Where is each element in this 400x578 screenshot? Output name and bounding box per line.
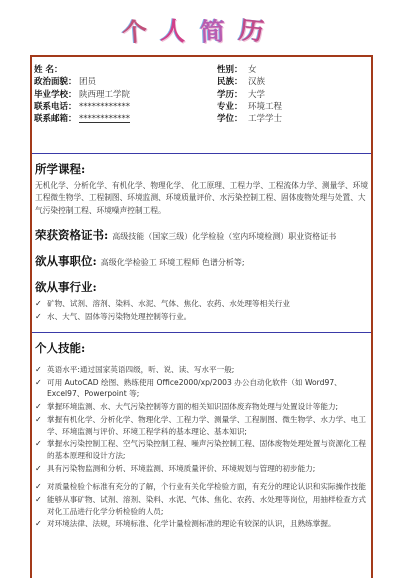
checkmark-icon: ✓ bbox=[35, 402, 42, 412]
info-label: 联系邮箱： bbox=[34, 114, 77, 125]
checkmark-icon: ✓ bbox=[35, 299, 42, 308]
checkmark-icon: ✓ bbox=[35, 311, 42, 321]
info-label: 性别： bbox=[217, 65, 243, 75]
list-item bbox=[35, 298, 370, 310]
section-title: 欲从事职位 bbox=[35, 254, 93, 268]
list-item-text: 掌握有机化学、分析化学、物理化学、工程力学、测量学、工程制图、微生物学、水力学、电工学、环境监测与评价、环境工程学科的基本理论、基本知识; bbox=[47, 414, 366, 436]
heading-colon: : bbox=[92, 254, 97, 268]
info-value: 团员 bbox=[79, 77, 97, 88]
title-char: 简 bbox=[199, 16, 240, 47]
info-row-education bbox=[217, 89, 367, 101]
info-value: ************ bbox=[79, 101, 130, 112]
skills-heading bbox=[35, 340, 85, 356]
honors-heading bbox=[35, 227, 336, 243]
list-item-text: 可用 AutoCAD 绘图、熟练使用 Office2000/xp/2003 办公自动化软件（如 Word97、Excel97、Powerpoint 等; bbox=[47, 377, 342, 399]
list-item-text: 对质量检验个标准有充分的了解，个行业有关化学检验方面，有充分的理论认识和实际操作技能 bbox=[47, 482, 366, 492]
info-row-email bbox=[34, 113, 204, 125]
info-row-phone bbox=[34, 101, 204, 113]
info-value: 工学学士 bbox=[248, 114, 283, 125]
info-value: 陕西理工学院 bbox=[79, 89, 131, 100]
section-title: 个人技能 bbox=[35, 341, 81, 355]
section-divider bbox=[32, 332, 371, 333]
info-row-major bbox=[217, 101, 367, 113]
info-row-ethnicity bbox=[217, 76, 367, 88]
section-title: 荣获资格证书 bbox=[35, 228, 104, 242]
list-item-text: 具有污染物监测和分析、环境监测、环境质量评价、环境规划与管理的初步能力; bbox=[47, 463, 316, 473]
list-item bbox=[35, 364, 370, 376]
checkmark-icon: ✓ bbox=[35, 519, 42, 529]
info-value: 大学 bbox=[248, 89, 266, 100]
skills-list bbox=[35, 364, 370, 531]
info-label: 毕业学校： bbox=[34, 89, 77, 100]
info-label: 政治面貌： bbox=[34, 77, 77, 88]
section-title: 所学课程 bbox=[35, 162, 81, 176]
info-label: 民族： bbox=[217, 77, 243, 88]
heading-colon: : bbox=[81, 341, 86, 355]
checkmark-icon: ✓ bbox=[35, 414, 42, 424]
list-item bbox=[35, 414, 370, 437]
checkmark-icon: ✓ bbox=[35, 463, 42, 473]
checkmark-icon: ✓ bbox=[35, 365, 42, 374]
honors-text: 高级技能（国家三级）化学检验（室内环境检测）职业资格证书 bbox=[112, 232, 337, 241]
title-char: 历 bbox=[237, 15, 280, 48]
personal-info-right bbox=[217, 64, 367, 125]
heading-colon: : bbox=[92, 280, 97, 294]
list-item bbox=[35, 311, 370, 323]
list-item bbox=[35, 481, 370, 493]
info-row-school bbox=[34, 89, 204, 101]
list-item bbox=[35, 377, 370, 400]
heading-colon: : bbox=[81, 162, 86, 176]
info-label: 专业： bbox=[217, 101, 243, 112]
checkmark-icon: ✓ bbox=[35, 439, 42, 449]
email-link[interactable]: ************ bbox=[79, 114, 130, 125]
job-heading bbox=[35, 253, 245, 269]
info-row-name bbox=[34, 64, 204, 76]
list-item-text: 英语水平:通过国家英语四级，听、说、读、写水平一般; bbox=[47, 365, 235, 374]
job-text: 高级化学检验工 环境工程师 色谱分析等; bbox=[100, 258, 245, 267]
info-label: 姓 名： bbox=[34, 65, 63, 75]
list-item bbox=[35, 438, 370, 461]
info-label: 联系电话： bbox=[34, 101, 77, 112]
courses-text: 无机化学、分析化学、有机化学、物理化学、 化工原理、工程力学、工程流体力学、测量学、环境工程微生物学、工程制图、环境监测、环境质量评价、水污染控制工程、固体废物处理与处置、大气污染控制工程、环境噪声控制工程。 bbox=[35, 181, 369, 215]
info-value: 环境工程 bbox=[248, 101, 283, 112]
checkmark-icon: ✓ bbox=[35, 482, 42, 492]
checkmark-icon: ✓ bbox=[35, 495, 42, 505]
list-item-text: 水、大气、固体等污染物处理控制等行业。 bbox=[47, 311, 192, 321]
courses-heading bbox=[35, 161, 85, 177]
list-item-text: 掌握水污染控制工程、空气污染控制工程、噪声污染控制工程、固体废物处理处置与资源化工程的基本原理和设计方法; bbox=[47, 439, 366, 460]
info-value: 汉族 bbox=[248, 77, 266, 88]
industry-heading bbox=[35, 279, 97, 295]
info-row-degree bbox=[217, 113, 367, 125]
info-label: 学位： bbox=[217, 114, 243, 125]
heading-colon: : bbox=[104, 228, 109, 242]
list-item-text: 矿物、试剂、溶剂、染料、水泥、气体、焦化、农药、水处理等相关行业 bbox=[47, 299, 290, 308]
list-item-text: 掌握环境监测、水、大气污染控制等方面的相关知识固体废弃物处理与处置设计等能力; bbox=[47, 402, 339, 412]
section-title: 欲从事行业 bbox=[35, 280, 93, 294]
title-char: 人 bbox=[159, 15, 202, 48]
list-item bbox=[35, 401, 370, 413]
info-label: 学历： bbox=[217, 89, 243, 100]
info-row-gender bbox=[217, 64, 367, 76]
list-item-text: 能够从事矿物、试剂、溶剂、染料、水泥、气体、焦化、农药、水处理等岗位，用抽样检查方式对化工品进行化学分析检验的人员; bbox=[47, 495, 366, 516]
section-divider bbox=[32, 153, 371, 154]
checkmark-icon: ✓ bbox=[35, 377, 42, 387]
list-item bbox=[35, 518, 370, 530]
resume-title bbox=[0, 12, 400, 48]
info-value: 女 bbox=[248, 65, 257, 75]
info-row-politics bbox=[34, 76, 204, 88]
personal-info-left bbox=[34, 64, 204, 125]
list-item bbox=[35, 494, 370, 517]
industry-list bbox=[35, 298, 370, 323]
title-char: 个 bbox=[121, 15, 163, 48]
list-item bbox=[35, 463, 370, 475]
list-item-text: 对环境法律、法规，环境标准、化学计量检测标准的理论有较深的认识，且熟练掌握。 bbox=[47, 519, 336, 529]
